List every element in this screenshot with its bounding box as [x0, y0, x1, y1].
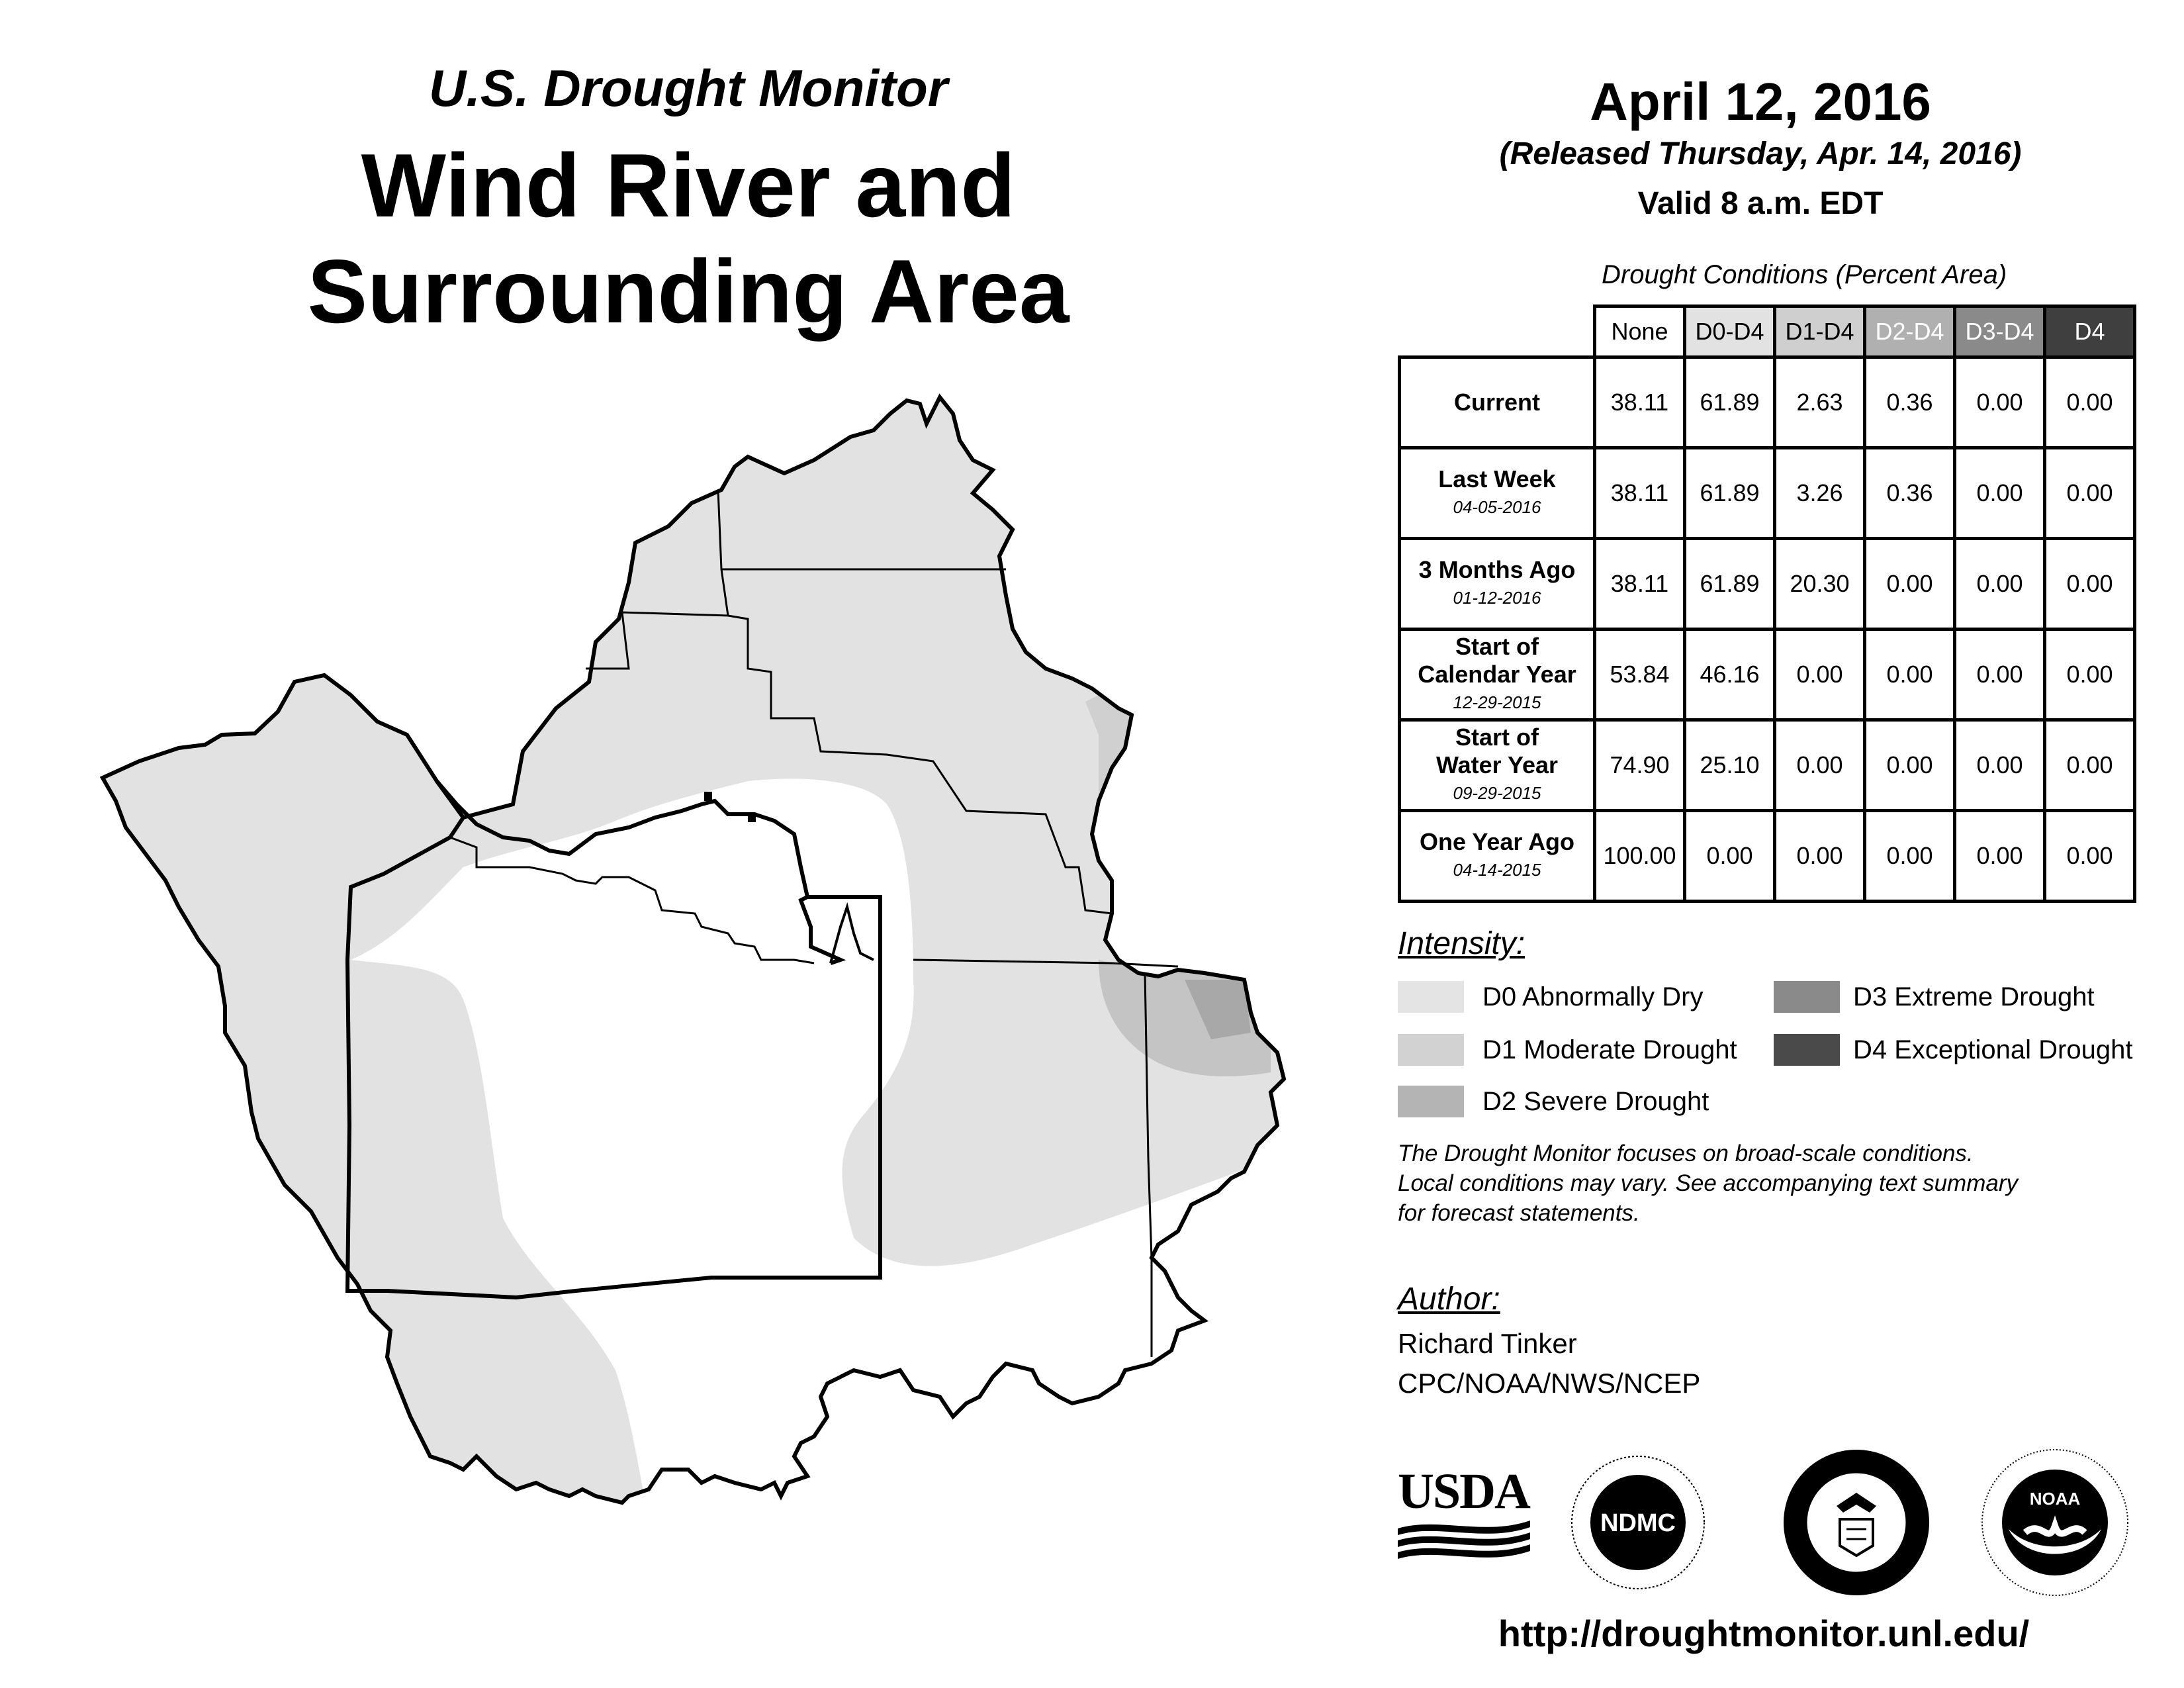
table-cell: 46.16 — [1685, 630, 1775, 720]
noaa-logo-icon — [1979, 1446, 2131, 1599]
col-d4: D4 — [2045, 306, 2135, 357]
table-cell: 0.00 — [1955, 630, 2045, 720]
table-cell: 20.30 — [1775, 539, 1865, 630]
table-cell: 53.84 — [1595, 630, 1685, 720]
legend-label-d0: D0 Abnormally Dry — [1482, 982, 1704, 1011]
table-row — [1400, 539, 2135, 630]
disclaimer-note: The Drought Monitor focuses on broad-scale conditions. Local conditions may vary. See accompanying text summary for forecast statements. — [1398, 1141, 2018, 1226]
table-cell: 0.00 — [1865, 811, 1955, 902]
legend-title: Intensity: — [1398, 926, 1525, 961]
svg-text:NDMC: NDMC — [1600, 1509, 1676, 1537]
map-title-line2: Surrounding Area — [307, 241, 1069, 342]
table-cell: 0.00 — [2045, 630, 2135, 720]
table-cell: 0.00 — [1775, 811, 1865, 902]
table-cell: 0.00 — [1865, 539, 1955, 630]
table-cell: 74.90 — [1595, 720, 1685, 811]
map-subtitle: U.S. Drought Monitor — [428, 59, 948, 117]
table-cell: 0.36 — [1865, 357, 1955, 448]
table-caption: Drought Conditions (Percent Area) — [1602, 260, 2007, 289]
table-cell: 0.00 — [1955, 720, 2045, 811]
table-cell: 61.89 — [1685, 448, 1775, 539]
legend-label-d2: D2 Severe Drought — [1482, 1087, 1709, 1116]
commerce-seal-icon — [1780, 1446, 1933, 1599]
website-url: http://droughtmonitor.unl.edu/ — [1498, 1613, 2030, 1654]
table-cell: 0.00 — [1865, 720, 1955, 811]
map-date: April 12, 2016 — [1590, 72, 1931, 131]
table-cell: 0.00 — [2045, 539, 2135, 630]
svg-text:NOAA: NOAA — [2029, 1489, 2081, 1509]
table-cell: 61.89 — [1685, 357, 1775, 448]
row-label: Last Week 04-05-2016 — [1400, 448, 1595, 539]
table-cell: 0.00 — [2045, 448, 2135, 539]
table-cell: 3.26 — [1775, 448, 1865, 539]
row-label: One Year Ago 04-14-2015 — [1400, 811, 1595, 902]
table-cell: 0.36 — [1865, 448, 1955, 539]
drought-conditions-table — [1398, 305, 2136, 903]
table-row — [1400, 811, 2135, 902]
col-d2-d4: D2-D4 — [1865, 306, 1955, 357]
d1-d2-shading — [1085, 675, 1271, 1076]
table-cell: 0.00 — [1865, 630, 1955, 720]
col-d1-d4: D1-D4 — [1775, 306, 1865, 357]
release-date: (Released Thursday, Apr. 14, 2016) — [1499, 136, 2022, 171]
legend-label-d4: D4 Exceptional Drought — [1853, 1035, 2133, 1064]
author-name: Richard Tinker — [1398, 1328, 1577, 1359]
table-row — [1400, 630, 2135, 720]
legend-label-d3: D3 Extreme Drought — [1853, 982, 2095, 1011]
table-cell: 25.10 — [1685, 720, 1775, 811]
legend-label-d1: D1 Moderate Drought — [1482, 1035, 1737, 1064]
table-cell: 0.00 — [1685, 811, 1775, 902]
table-cell: 2.63 — [1775, 357, 1865, 448]
usda-logo-icon: USDA — [1398, 1466, 1530, 1566]
map-title-line1: Wind River and — [361, 135, 1016, 236]
table-cell: 61.89 — [1685, 539, 1775, 630]
table-header-row — [1400, 306, 2135, 357]
d0-shading — [66, 384, 1324, 1549]
author-heading: Author: — [1398, 1282, 1500, 1317]
table-cell: 38.11 — [1595, 539, 1685, 630]
table-cell: 0.00 — [1775, 630, 1865, 720]
table-cell: 38.11 — [1595, 357, 1685, 448]
row-label: 3 Months Ago 01-12-2016 — [1400, 539, 1595, 630]
legend-swatch-d2 — [1398, 1086, 1464, 1117]
table-cell: 0.00 — [1955, 357, 2045, 448]
table-row — [1400, 720, 2135, 811]
legend-swatch-d0 — [1398, 981, 1464, 1013]
table-cell: 0.00 — [2045, 357, 2135, 448]
table-cell: 100.00 — [1595, 811, 1685, 902]
table-cell: 0.00 — [2045, 720, 2135, 811]
col-d3-d4: D3-D4 — [1955, 306, 2045, 357]
table-row — [1400, 357, 2135, 448]
table-cell: 0.00 — [2045, 811, 2135, 902]
table-cell: 0.00 — [1955, 539, 2045, 630]
legend-swatch-d3 — [1774, 981, 1840, 1013]
table-row — [1400, 448, 2135, 539]
col-none: None — [1595, 306, 1685, 357]
author-organization: CPC/NOAA/NWS/NCEP — [1398, 1368, 1701, 1399]
row-label: Start of Water Year 09-29-2015 — [1400, 720, 1595, 811]
valid-time: Valid 8 a.m. EDT — [1637, 186, 1884, 221]
table-cell: 0.00 — [1955, 448, 2045, 539]
legend-swatch-d4 — [1774, 1034, 1840, 1066]
table-cell: 38.11 — [1595, 448, 1685, 539]
row-label: Start of Calendar Year 12-29-2015 — [1400, 630, 1595, 720]
ndmc-logo-icon — [1569, 1453, 1707, 1592]
table-cell: 0.00 — [1775, 720, 1865, 811]
col-d0-d4: D0-D4 — [1685, 306, 1775, 357]
row-label: Current — [1400, 357, 1595, 448]
legend-swatch-d1 — [1398, 1034, 1464, 1066]
table-cell: 0.00 — [1955, 811, 2045, 902]
